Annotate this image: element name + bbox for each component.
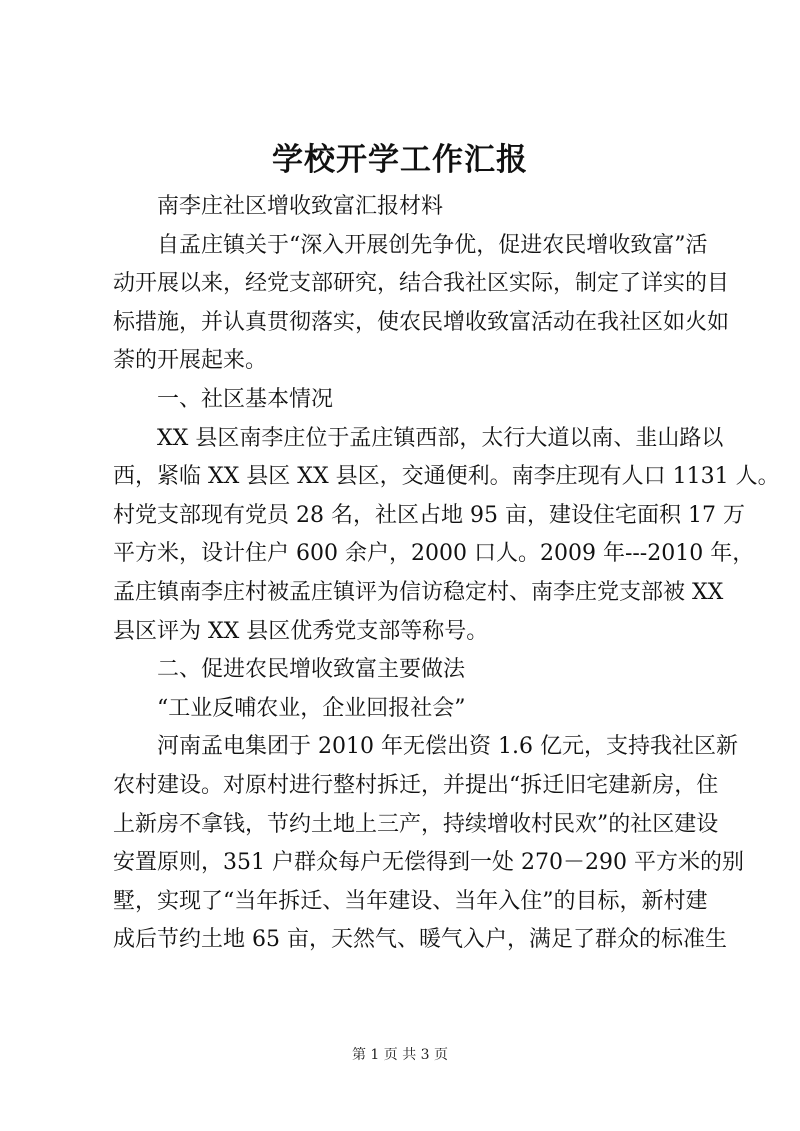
- text-line: 西，紧临 XX 县区 XX 县区，交通便利。南李庄现有人口 1131 人。: [113, 464, 780, 490]
- text-line: 县区评为 XX 县区优秀党支部等称号。: [113, 618, 489, 644]
- quote-line-paragraph: [113, 690, 696, 729]
- paragraph-intro: [113, 227, 730, 381]
- section-heading-1: [113, 381, 696, 420]
- text-line: 上新房不拿钱，节约土地上三产，持续增收村民欢”的社区建设: [113, 811, 719, 837]
- document-body: [113, 188, 780, 960]
- text-line: 安置原则，351 户群众每户无偿得到一处 270－290 平方米的别: [113, 850, 744, 876]
- text-line: 孟庄镇南李庄村被孟庄镇评为信访稳定村、南李庄党支部被 XX: [113, 579, 724, 605]
- text-line: 河南孟电集团于 2010 年无偿出资 1.6 亿元，支持我社区新: [157, 734, 738, 760]
- heading-line: 一、社区基本情况: [157, 386, 334, 412]
- paragraph-basic-info: [113, 420, 780, 652]
- text-line: 自孟庄镇关于“深入开展创先争优，促进农民增收致富”活: [157, 232, 708, 258]
- page-footer: 第 1 页 共 3 页: [351, 1047, 449, 1063]
- text-line: 平方米，设计住户 600 余户，2000 口人。2009 年---2010 年，: [113, 541, 755, 567]
- text-line: 村党支部现有党员 28 名，社区占地 95 亩，建设住宅面积 17 万: [113, 502, 745, 528]
- text-line: 农村建设。对原村进行整村拆迁，并提出“拆迁旧宅建新房，住: [113, 772, 719, 798]
- quote-line: “工业反哺农业，企业回报社会”: [157, 695, 466, 721]
- section-heading-2: [113, 651, 696, 690]
- subtitle-line: 南李庄社区增收致富汇报材料: [157, 194, 444, 219]
- text-line: 成后节约土地 65 亩，天然气、暖气入户，满足了群众的标准生: [113, 927, 727, 953]
- text-line: 动开展以来，经党支部研究，结合我社区实际，制定了详实的目: [113, 271, 730, 297]
- paragraph-mengdian: [113, 728, 744, 960]
- heading-line: 二、促进农民增收致富主要做法: [157, 657, 466, 683]
- text-line: 墅，实现了“当年拆迁、当年建设、当年入住”的目标，新村建: [113, 888, 708, 914]
- subtitle-paragraph: [113, 188, 696, 227]
- text-line: 荼的开展起来。: [113, 348, 268, 374]
- text-line: XX 县区南李庄位于孟庄镇西部，太行大道以南、韭山路以: [157, 425, 724, 451]
- document-title: 学校开学工作汇报: [272, 142, 528, 178]
- text-line: 标措施，并认真贯彻落实，使农民增收致富活动在我社区如火如: [113, 309, 730, 335]
